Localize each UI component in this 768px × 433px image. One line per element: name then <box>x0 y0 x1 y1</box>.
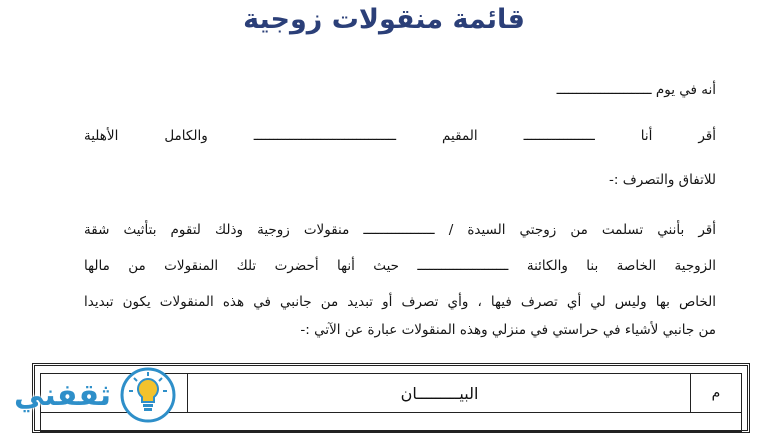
declaration-line-2: الزوجية الخاصة بنا والكائنة ـــــــــــــــــــــــ حيث أنها أحضرت تلك المنقولات من مالها <box>84 258 716 274</box>
declaration-line-1: أقر بأنني تسلمت من زوجتي السيدة / ــــــــــــــــــ منقولات زوجية وذلك لتقوم بتأثيث شقة <box>84 222 716 238</box>
declaration-line-4: من جانبي لأشياء في حراستي في منزلي وهذه المنقولات عبارة عن الآتي :- <box>300 322 716 338</box>
date-line: أنه في يوم ــــــــــــــــــــــــ <box>556 82 716 98</box>
declaration-line-3: الخاص بها وليس لي أي تصرف فيها ، وأي تصرف أو تبديد من جانبي في هذه المنقولات يكون تبديدا <box>84 294 716 310</box>
document-title: قائمة منقولات زوجية <box>243 4 525 35</box>
lightbulb-icon <box>119 366 177 424</box>
table-header-number: م <box>690 374 741 412</box>
watermark-logo <box>14 366 232 424</box>
declarant-line: أقر أنا ــــــــــــــــــ المقيم ــــــــــــــــــــــــــــــــــــ والكامل الأهلية <box>84 128 716 144</box>
capacity-line: للاتفاق والتصرف :- <box>609 172 716 188</box>
watermark-text: ثقفني <box>14 377 112 413</box>
table-header-description: البيـــــــــان <box>187 374 691 412</box>
